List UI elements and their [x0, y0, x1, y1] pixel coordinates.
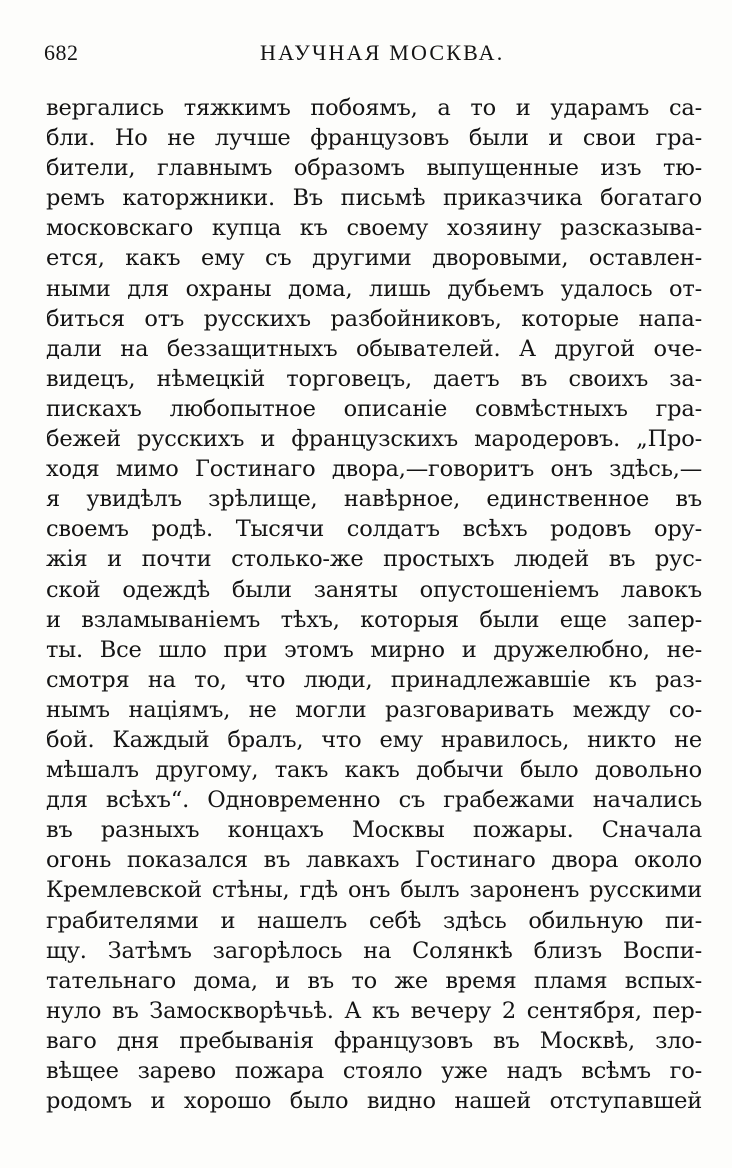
text-line: ными для охраны дома, лишь дубьемъ удалось от- [46, 275, 702, 302]
page-header [44, 36, 694, 76]
text-line: родомъ и хорошо было видно нашей отступавшей [46, 1088, 702, 1115]
text-line: смотря на то, что люди, принадлежавшіе къ раз- [46, 666, 702, 693]
text-line: щу. Затѣмъ загорѣлось на Солянкѣ близъ Воспи- [46, 937, 702, 964]
text-line: бли. Но не лучше французовъ были и свои гра- [46, 125, 702, 152]
text-line: въ разныхъ концахъ Москвы пожары. Сначала [46, 817, 702, 844]
text-line: дали на беззащитныхъ обывателей. А другой оче- [46, 335, 702, 362]
text-line: жія и почти столько-же простыхъ людей въ рус- [46, 546, 702, 573]
text-line: пискахъ любопытное описаніе совмѣстныхъ гра- [46, 395, 702, 422]
text-line: мѣшалъ другому, такъ какъ добычи было довольно [46, 757, 702, 784]
text-line: бежей русскихъ и французскихъ мародеровъ. „Про- [46, 426, 702, 453]
text-line: Кремлевской стѣны, гдѣ онъ былъ зароненъ русскими [46, 877, 702, 904]
text-line: биться отъ русскихъ разбойниковъ, которые напа- [46, 305, 702, 332]
text-line: вергались тяжкимъ побоямъ, а то и ударамъ са- [46, 95, 702, 121]
text-line: бой. Каждый бралъ, что ему нравилось, никто не [46, 726, 702, 753]
text-line: ты. Все шло при этомъ мирно и дружелюбно, не- [46, 636, 702, 663]
text-line: нымъ націямъ, не могли разговаривать между со- [46, 696, 702, 723]
running-head: НАУЧНАЯ МОСКВА. [260, 40, 505, 65]
text-line: ваго дня пребыванія французовъ въ Москвѣ, зло- [46, 1027, 702, 1054]
text-line: грабителями и нашелъ себѣ здѣсь обильную пи- [46, 907, 702, 934]
text-line: нуло въ Замоскворѣчьѣ. А къ вечеру 2 сентября, пер- [46, 997, 702, 1024]
page-number: 682 [44, 40, 79, 65]
text-line: ремъ каторжники. Въ письмѣ приказчика богатаго [46, 185, 702, 212]
text-line: вѣщее зарево пожара стояло уже надъ всѣмъ го- [46, 1058, 702, 1084]
text-line: московскаго купца къ своему хозяину разсказыва- [46, 215, 702, 242]
text-line: для всѣхъ“. Одновременно съ грабежами начались [46, 787, 702, 814]
text-line: ской одеждѣ были заняты опустошеніемъ лавокъ [46, 576, 702, 603]
text-line: огонь показался въ лавкахъ Гостинаго двора около [46, 847, 702, 874]
text-line: я увидѣлъ зрѣлище, навѣрное, единственное въ [46, 486, 702, 513]
text-line: ходя мимо Гостинаго двора,—говоритъ онъ здѣсь,— [46, 456, 702, 483]
text-line: и взламываніемъ тѣхъ, которыя были еще запер- [46, 606, 702, 633]
text-line: ется, какъ ему съ другими дворовыми, оставлен- [46, 245, 702, 272]
text-line: бители, главнымъ образомъ выпущенные изъ тю- [46, 155, 702, 182]
text-line: тательнаго дома, и въ то же время пламя вспых- [46, 967, 702, 994]
text-line: своемъ родѣ. Тысячи солдатъ всѣхъ родовъ ору- [46, 516, 702, 543]
text-line: видецъ, нѣмецкій торговецъ, даетъ въ своихъ за- [46, 365, 702, 392]
body-text [46, 93, 702, 1116]
